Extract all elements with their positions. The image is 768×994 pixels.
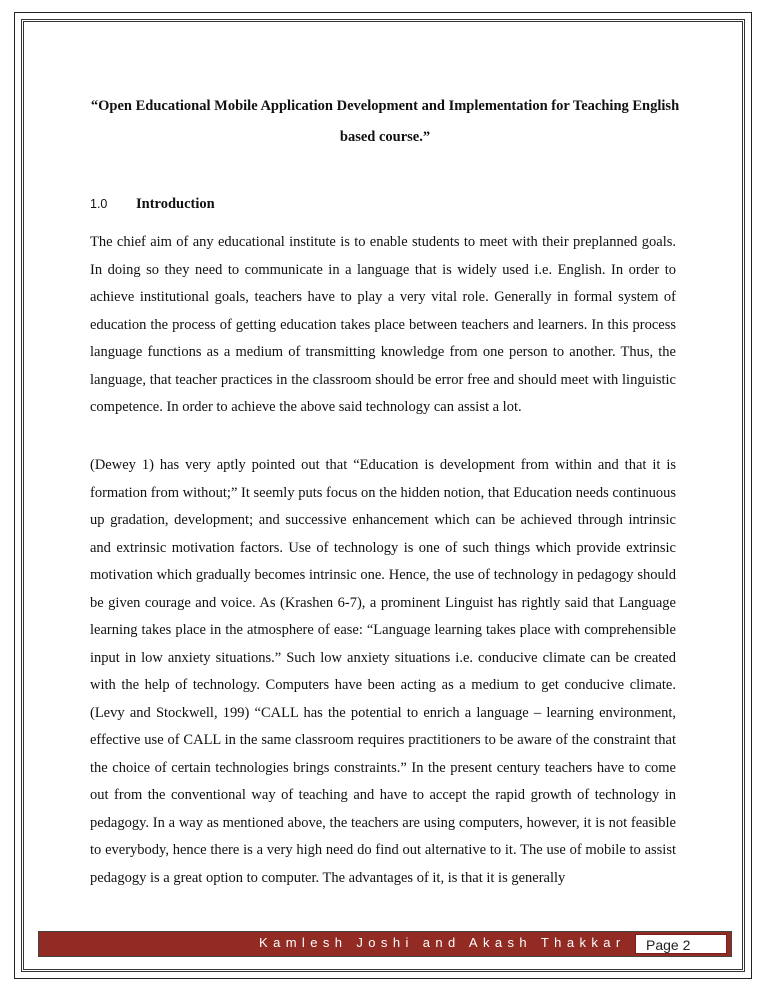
- footer-authors: Kamlesh Joshi and Akash Thakkar: [259, 935, 626, 950]
- paragraph-2: (Dewey 1) has very aptly pointed out that “Education is development from within and that it is formation from without;” It seemly puts focus on the hidden notion, that Education needs continuous up gradation, development; and successive enhancement which can be achieved through intrinsic and extrinsic motivation factors. Use of technology is one of such things which provide extrinsic motivation which gradually becomes intrinsic one. Hence, the use of technology in pedagogy should be given courage and voice. As (Krashen 6-7), a prominent Linguist has rightly said that Language learning takes place in the atmosphere of ease: “Language learning takes place with comprehensible input in low anxiety situations.” Such low anxiety situations i.e. conducive climate can be created with the help of technology. Computers have been acting as a medium to get conducive climate. (Levy and Stockwell, 199) “CALL has the potential to enrich a language – learning environment, effective use of CALL in the same classroom requires practitioners to be aware of the constraint that the choice of certain technologies brings constraints.” In the present century teachers have to come out from the conventional way of teaching and have to accept the rapid growth of technology in pedagogy. In a way as mentioned above, the teachers are using computers, however, it is not feasible to everybody, hence there is a very high need do find out alternative to it. The use of mobile to assist pedagogy is a great option to computer. The advantages of it, is that it is generally: [90, 457, 676, 886]
- paragraph-1: The chief aim of any educational institute is to enable students to meet with their preplanned goals. In doing so they need to communicate in a language that is widely used i.e. English. In order to achieve institutional goals, teachers have to play a very vital role. Generally in formal system of education the process of getting education takes place between teachers and learners. In this process language functions as a medium of transmitting knowledge from one person to another. Thus, the language, that teacher practices in the classroom should be error free and should meet with linguistic competence. In order to achieve the above said technology can assist a lot.: [90, 234, 676, 415]
- section-number: 1.0: [90, 197, 108, 211]
- section-heading: [90, 196, 215, 213]
- page-footer: [38, 931, 732, 957]
- section-title: Introduction: [136, 196, 215, 212]
- page-number: Page 2: [635, 934, 727, 954]
- document-title: “Open Educational Mobile Application Development and Implementation for Teaching English based course.”: [90, 98, 680, 145]
